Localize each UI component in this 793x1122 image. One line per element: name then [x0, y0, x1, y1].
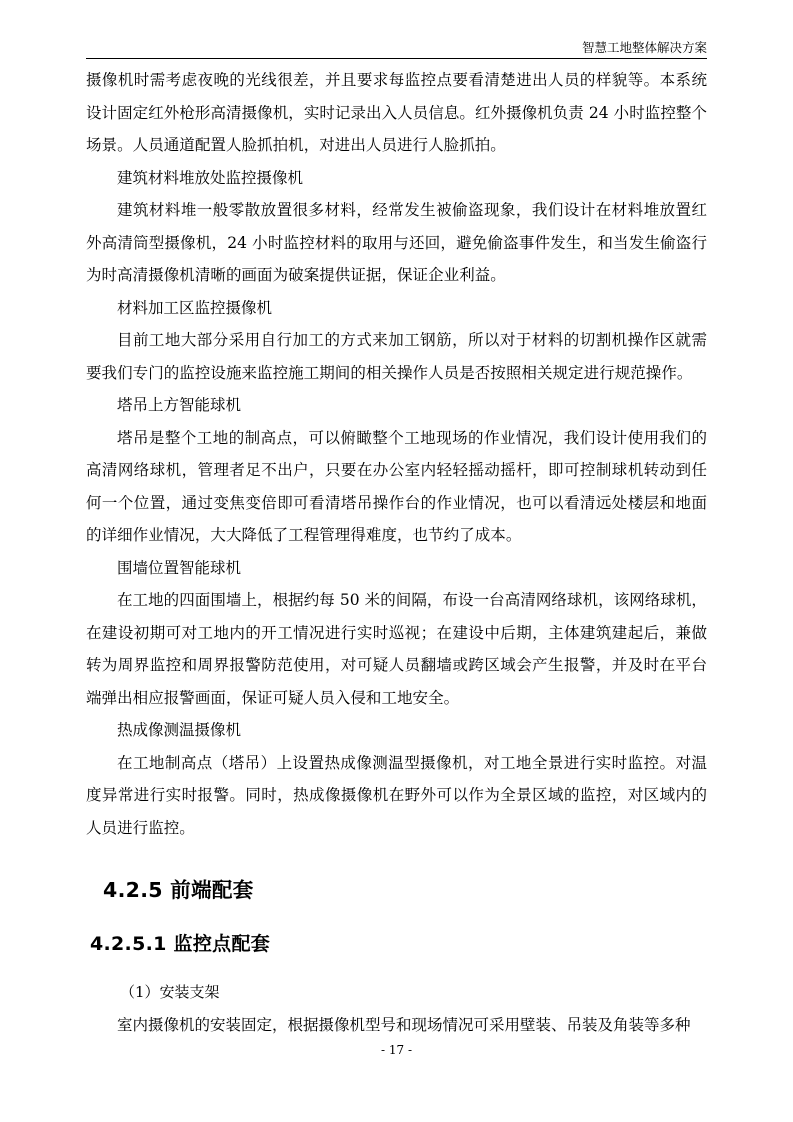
- subheading-tower-crane-dome: 塔吊上方智能球机: [117, 396, 242, 414]
- list-item-mounting-bracket: （1）安装支架: [120, 983, 220, 1001]
- subheading-processing-area: 材料加工区监控摄像机: [117, 298, 273, 317]
- paragraph-indoor-camera-mounting: 室内摄像机的安装固定，根据摄像机型号和现场情况可采用壁装、吊装及角装等多种: [117, 1016, 691, 1034]
- paragraph-thermal-camera: 在工地制高点（塔吊）上设置热成像测温型摄像机，对工地全景进行实时监控。对温度异常进行实时报警。同时，热成像摄像机在野外可以作为全景区域的监控，对区域内的人员进行监控。: [86, 753, 707, 837]
- paragraph-entrance-cameras: 摄像机时需考虑夜晚的光线很差，并且要求每监控点要看清楚进出人员的样貌等。本系统设计固定红外枪形高清摄像机，实时记录出入人员信息。红外摄像机负责 24 小时监控整个场景。人员通道配置人脸抓拍机，对进出人员进行人脸抓拍。: [86, 71, 707, 154]
- document-body: [86, 64, 707, 844]
- paragraph-tower-crane-dome: 塔吊是整个工地的制高点，可以俯瞰整个工地现场的作业情况，我们设计使用我们的高清网络球机，管理者足不出户，只要在办公室内轻轻摇动摇杆，即可控制球机转动到任何一个位置，通过变焦变倍即可看清塔吊操作台的作业情况，也可以看清远处楼层和地面的详细作业情况，大大降低了工程管理得难度，也节约了成本。: [86, 428, 707, 544]
- subheading-perimeter-dome: 围墙位置智能球机: [117, 558, 242, 577]
- paragraph-perimeter-dome: 在工地的四面围墙上，根据约每 50 米的间隔，布设一台高清网络球机，该网络球机，在建设初期可对工地内的开工情况进行实时巡视；在建设中后期，主体建筑建起后，兼做转为周界监控和周界报警防范使用，对可疑人员翻墙或跨区域会产生报警，并及时在平台端弹出相应报警画面，保证可疑人员入侵和工地安全。: [86, 591, 707, 707]
- heading-monitoring-point-supporting: 4.2.5.1 监控点配套: [90, 933, 271, 955]
- subheading-thermal-camera: 热成像测温摄像机: [117, 721, 242, 739]
- paragraph-material-storage: 建筑材料堆一般零散放置很多材料，经常发生被偷盗现象，我们设计在材料堆放置红外高清筒型摄像机，24 小时监控材料的取用与还回，避免偷盗事件发生，和当发生偷盗行为时高清摄像机清晰的画面为破案提供证据，保证企业利益。: [86, 201, 707, 284]
- header-title: 智慧工地整体解决方案: [581, 40, 707, 55]
- paragraph-processing-area: 目前工地大部分采用自行加工的方式来加工钢筋，所以对于材料的切割机操作区就需要我们专门的监控设施来监控施工期间的相关操作人员是否按照相关规定进行规范操作。: [86, 331, 707, 382]
- heading-front-end-supporting: 4.2.5 前端配套: [103, 878, 254, 902]
- subheading-material-storage: 建筑材料堆放处监控摄像机: [117, 168, 304, 187]
- header-divider: [86, 58, 707, 59]
- page-number: - 17 -: [380, 1043, 412, 1057]
